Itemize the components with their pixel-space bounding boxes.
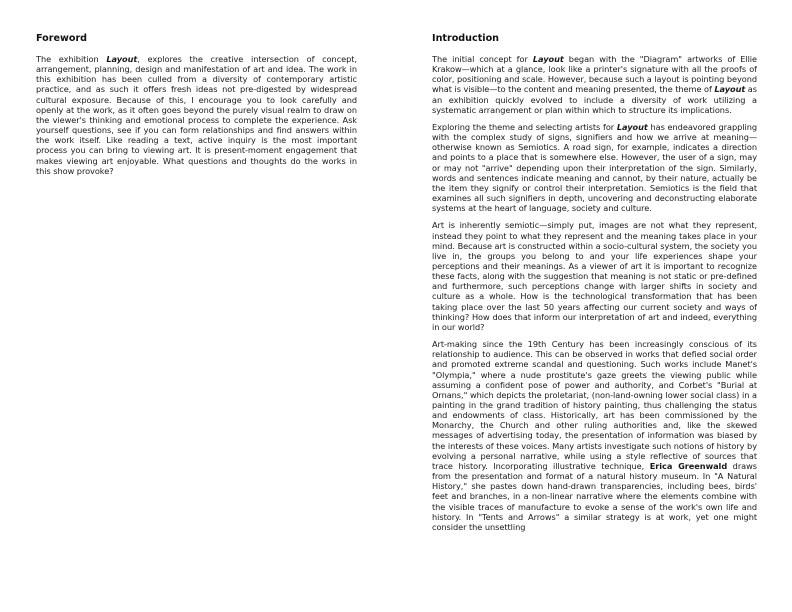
exhibition-title: Layout (714, 84, 746, 95)
introduction-paragraph-4 (432, 339, 757, 532)
introduction-paragraph-3: Art is inherently semiotic—simply put, images are not what they represent, instead they point to what they represent and the meaning takes place in your mind. Because art is constructed within a socio-cultural system, the society you live in, the groups you belong to and your life experiences shape your perceptions and their meanings. As a viewer of art it is important to recognize these facts, along with the suggestion that meaning is not static or pre-defined and furthermore, such perceptions change with larger shifts in society and culture as a whole. How is the technological transformation that has been taking place over the last 50 years affecting our current society and ways of thinking? How does that inform our interpretation of art and indeed, everything in our world? (432, 220, 757, 332)
foreword-heading: Foreword (36, 33, 88, 44)
text-run: has endeavored grappling with the complex study of signs, signifiers and how we arrive at meaning—otherwise known as Semiotics. A road sign, for example, indicates a direction and points to a place that is somewhere else. However, the user of a sign, may or may not "arrive" depending upon their interpretation of the sign. Similarly, words and sentences indicate meaning and cannot, by their nature, actually be the item they signify or control their interpretation. Semiotics is the field that examines all such signifiers in depth, uncovering and deconstructing elaborate systems at the heart of language, society and culture. (432, 121, 757, 214)
text-run: The initial concept for (432, 54, 533, 64)
introduction-paragraph-1 (432, 54, 757, 115)
introduction-column (432, 33, 757, 597)
introduction-heading: Introduction (432, 33, 499, 44)
exhibition-title: Layout (532, 54, 564, 64)
text-run: began with the "Diagram" artworks of Ellie Krakow—which at a glance, look like a printer's signature with all the proofs of color, positioning and scale. However, because such a layout is pointing beyond what is visible—to the content and meaning presented, the theme of (432, 54, 757, 95)
text-run: as an exhibition quickly evolved to include a diversity of work utilizing a systematic arrangement or plan within which to structure its implications. (432, 84, 757, 115)
foreword-column (36, 33, 357, 183)
text-run: , explores the creative intersection of concept, arrangement, planning, design and manifestation of art and idea. The work in this exhibition has been culled from a diversity of contemporary artistic practice, and as such it offers fresh ideas not pre-digested by widespread cultural exposure. Because of this, I encourage you to look carefully and openly at the work, as it often goes beyond the purely visual realm to draw on the viewer's thinking and emotional process to complete the experience. Ask yourself questions, see if you can form relationships and find answers within the work itself. Like reading a text, active inquiry is the most important process you can bring to viewing art. It is present-moment engagement that makes viewing art enjoyable. What questions and thoughts do the works in this show provoke? (36, 54, 357, 176)
text-run: draws from the presentation and format of a natural history museum. In "A Natural History," she pastes down hand-drawn transparencies, including bees, birds' feet and branches, in a non-linear narrative where the elements combine with the visible traces of manufacture to evoke a sense of the work's own life and history. In "Tents and Arrows" a similar strategy is at work, yet one might consider the unsettling (432, 460, 757, 532)
foreword-paragraph (36, 54, 357, 176)
text-run: Exploring the theme and selecting artists for (432, 121, 617, 132)
exhibition-title: Layout (106, 54, 138, 64)
introduction-paragraph-2 (432, 122, 757, 213)
artist-name: Erica Greenwald (649, 460, 728, 471)
text-run: Art-making since the 19th Century has been increasingly conscious of its relationship to audience. This can be observed in works that defied social order and promoted extreme scandal and questioning. Such works include Manet's "Olympia," where a nude prostitute's gaze greets the viewing public while assuming a confident pose of power and authority, and Corbet's "Burial at Ornans," which depicts the proletariat, (non-land-owning lower social class) in a painting in the grand tradition of history painting, thus challenging the status and endowments of class. Historically, art has been commissioned by the Monarchy, the Church and other ruling authorities and, like the skewed messages of advertising today, the presentation of information was biased by the interests of these voices. Many artists investigate such notions of history by evolving a personal narrative, while using a style reflective of sources that trace history. Incorporating illustrative technique, (432, 339, 757, 471)
exhibition-title: Layout (616, 121, 648, 132)
text-run: The exhibition (36, 54, 107, 64)
